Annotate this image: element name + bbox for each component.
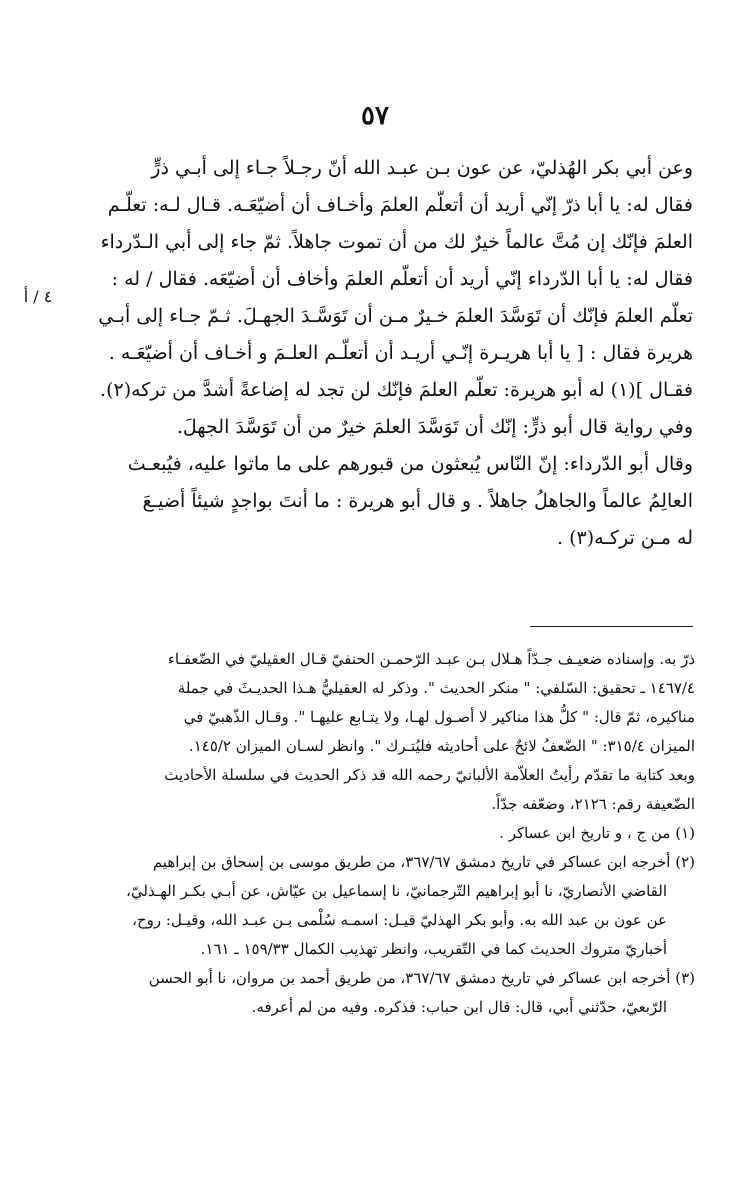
main-text-line: وقال أبو الدّرداء: إنّ النّاس يُبعثون من قبورهم على ما ماتوا عليه، فيُبعـث (127, 453, 693, 475)
footnote-2: (٢) أخرجه ابن عساكر في تاريخ دمشق ٣٦٧/٦٧، من طريق موسى بن إسحاق بن إبراهيم (152, 853, 695, 871)
footnote-line: الضّعيفة رقم: ٢١٢٦، وضعّفه جدّاً. (491, 795, 695, 813)
footnote-line: ١٤٦٧/٤ ـ تحقيق: السّلفي: " منكر الحديث ". وذكر له العقيليُّ هـذا الحديـثَ في جملة (177, 679, 695, 697)
footnote-line: القاضي الأنصاريّ، نا أبو إبراهيم التّرجمانيّ، نا إسماعيل بن عيّاش، عن أبـي بكـر الهـذليّ، (126, 882, 667, 900)
footnote-separator (530, 626, 693, 627)
main-text-line: العالِمُ عالماً والجاهلُ جاهلاً . و قال أبو هريرة : ما أنتَ بواجدٍ شيئاً أضيـعَ (142, 490, 693, 512)
footnote-line: ذرّ به. وإسناده ضعيـف جـدّاً هـلال بـن عبـد الرّحمـن الحنفيّ قـال العقيليّ في الضّعفـاء (167, 650, 695, 668)
main-text-line: وعن أبي بكر الهُذليّ، عن عون بـن عبـد الله أنّ رجـلاً جـاء إلى أبـي ذرٍّ (151, 157, 693, 179)
main-text-line: هريرة فقال : [ يا أبا هريـرة إنّـي أريـد أن أتعلّـم العلـمَ و أخـاف أن أضيّعَـه . (108, 342, 693, 364)
footnote-line: الميزان ٣١٥/٤: " الضّعفُ لائحٌ على أحاديثه فليُتـرك ". وانظر لسـان الميزان ١٤٥/٢. (188, 737, 695, 755)
main-text-line: فقـال ](١) له أبو هريرة: تعلّم العلمَ فإنّك لن تجد له إضاعةً أشدَّ من تركه(٢). (100, 379, 693, 401)
main-text-line: فقال له: يا أبا الدّرداء إنّي أريد أن أتعلّم العلمَ وأخاف أن أضيّعَه. فقال / له : (111, 268, 693, 290)
main-text-line: العلمَ فإنّك إن مُتَّ عالماً خيرٌ لك من أن تموت جاهلاً. ثمّ جاء إلى أبي الـدّرداء (100, 231, 693, 253)
main-text-block (66, 150, 693, 557)
main-text-line: وفي رواية قال أبو ذرٍّ: إنّك أن تَوَسَّدَ العلمَ خيرٌ من أن تَوَسَّدَ الجهلَ. (176, 416, 693, 438)
footnote-3: (٣) أخرجه ابن عساكر في تاريخ دمشق ٣٦٧/٦٧، من طريق أحمد بن مروان، نا أبو الحسن (148, 969, 695, 987)
main-text-line: تعلّم العلمَ فإنّك أن تَوَسَّدَ العلمَ خـيرٌ مـن أن تَوَسَّـدَ الجهـلَ. ثـمّ جـاء إلى أبـي (98, 305, 693, 327)
page-number: ٥٧ (361, 101, 389, 131)
footnote-line: الرّبعيّ، حدّثني أبي، قال: قال ابن حباب: فذكره. وفيه من لم أعرفه. (251, 998, 667, 1016)
footnotes-block (70, 645, 695, 1022)
footnote-line: عن عون بن عبد الله به. وأبو بكر الهذليّ قيـل: اسمـه سُلْمى بـن عبـد الله، وقيـل: روح، (132, 911, 667, 929)
margin-note: ٤ / أ (23, 287, 53, 306)
footnote-line: مناكيره، ثمّ قال: " كلُّ هذا مناكير لا أصـول لهـا، ولا يتـابع عليهـا ". وقـال الذّهبيّ في (183, 708, 695, 726)
main-text-line: له مـن تركـه(٣) . (557, 527, 693, 549)
footnote-line: وبعد كتابة ما تقدّم رأيتُ العلاّمة الألبانيّ رحمه الله قد ذكر الحديث في سلسلة الأحاديث (164, 766, 695, 784)
footnote-line: أخباريّ متروك الحديث كما في التّقريب، وانظر تهذيب الكمال ١٥٩/٣٣ ـ ١٦١. (200, 940, 667, 958)
footnote-1: (١) من ج ، و تاريخ ابن عساكر . (499, 824, 695, 842)
main-text-line: فقال له: يا أبا ذرّ إنّي أريد أن أتعلّم العلمَ وأخـاف أن أضيّعَـه. قـال لـه: تعلّـم (107, 194, 693, 216)
